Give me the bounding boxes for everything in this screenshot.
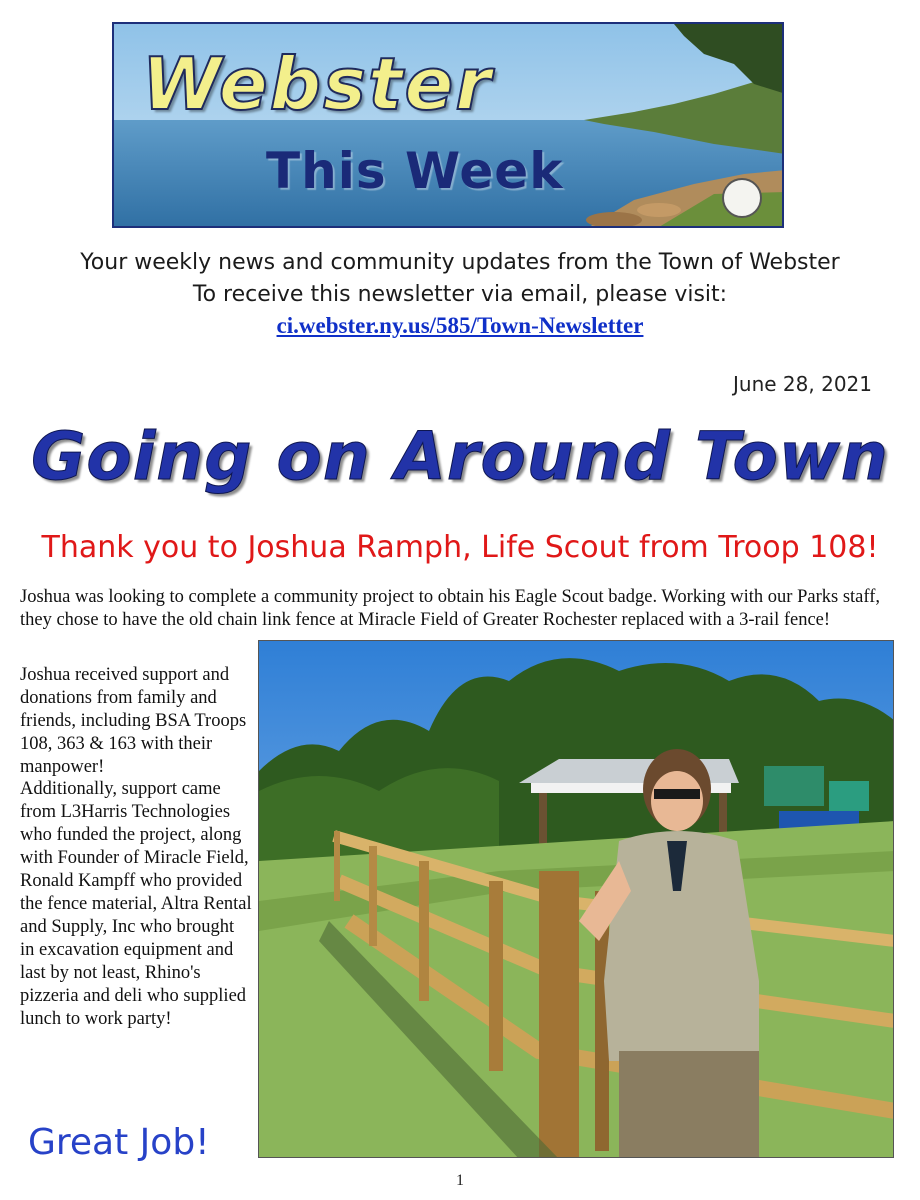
- section-headline: Going on Around Town: [31, 418, 889, 495]
- town-seal-icon: [722, 178, 762, 218]
- banner-title: Webster: [142, 42, 493, 126]
- article-paragraph-support: Joshua received support and donations from family and friends, including BSA Troops 108, 363 & 163 with their manpower!: [20, 665, 247, 777]
- banner-subtitle: This Week: [266, 142, 564, 200]
- article-paragraph-intro: Joshua was looking to complete a community project to obtain his Eagle Scout badge. Working with our Parks staff, they chose to have the old chain link fence at Miracle Field of Greater Rochester replaced with a 3-rail fence!: [20, 587, 880, 630]
- article-subhead: Thank you to Joshua Ramph, Life Scout from Troop 108!: [41, 530, 879, 565]
- scout-fence-photo: [258, 640, 894, 1158]
- intro-subscribe-line: To receive this newsletter via email, please visit:: [192, 282, 728, 307]
- newsletter-banner: [112, 22, 784, 228]
- intro-line: Your weekly news and community updates from the Town of Webster: [80, 250, 840, 275]
- newsletter-link[interactable]: ci.webster.ny.us/585/Town-Newsletter: [276, 313, 644, 338]
- closing-callout: Great Job!: [28, 1122, 210, 1163]
- article-paragraph-sponsors: Additionally, support came from L3Harris Technologies who funded the project, along with Founder of Miracle Field, Ronald Kampff who provided the fence material, Altra Rental and Supply, Inc who brought in excavation equipment and last by not least, Rhino's pizzeria and deli who supplied lunch to work party!: [20, 779, 252, 1029]
- issue-date: June 28, 2021: [733, 372, 872, 396]
- page-number: 1: [456, 1172, 464, 1189]
